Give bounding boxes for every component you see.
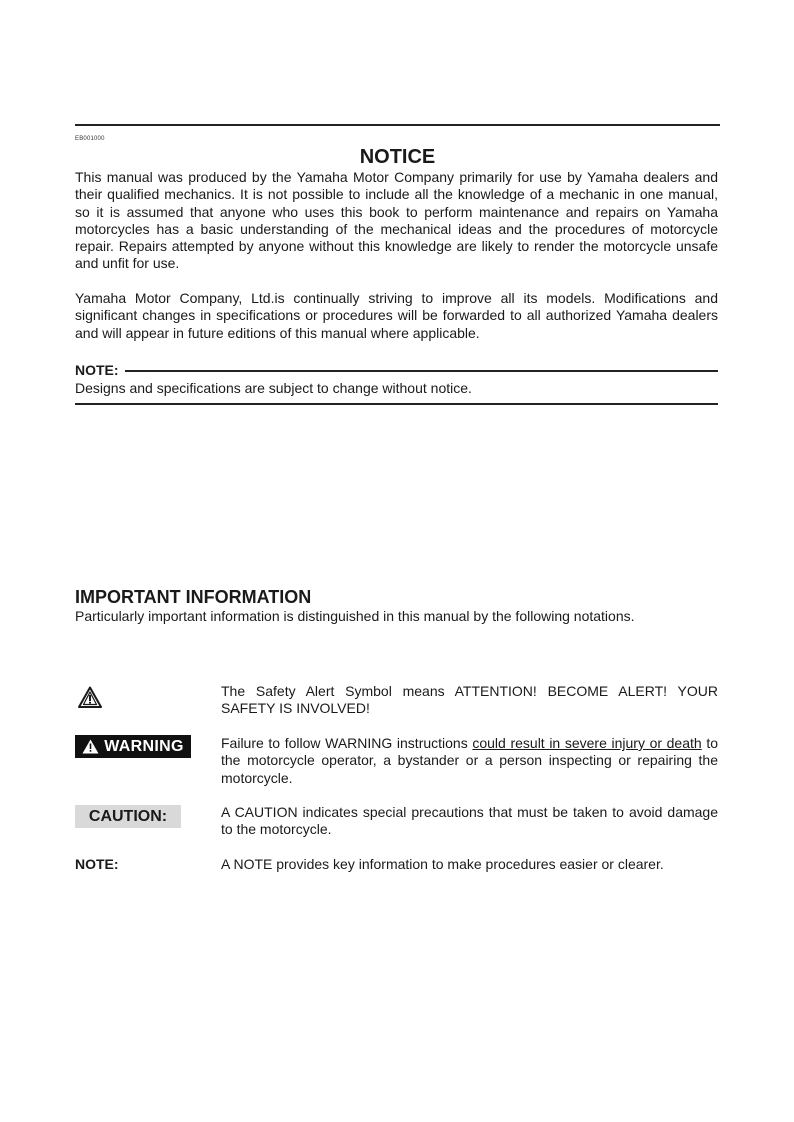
note-label: NOTE: <box>75 362 119 378</box>
important-title: IMPORTANT INFORMATION <box>75 587 312 607</box>
warning-label: WARNING <box>104 737 184 755</box>
warning-triangle-icon <box>82 739 99 754</box>
warning-desc-pre: Failure to follow WARNING instructions <box>221 735 473 751</box>
note-notation-description: A NOTE provides key information to make procedures easier or clearer. <box>221 856 664 872</box>
safety-alert-description: The Safety Alert Symbol means ATTENTION! BECOME ALERT! YOUR SAFETY IS INVOLVED! <box>221 683 718 717</box>
warning-triangle-icon <box>78 686 102 708</box>
warning-desc-underlined: could result in severe injury or death <box>472 735 702 751</box>
note-divider <box>125 370 718 372</box>
caution-description: A CAUTION indicates special precautions that must be taken to avoid damage to the motorcycle. <box>221 804 718 838</box>
note-text: Designs and specifications are subject to change without notice. <box>75 380 472 396</box>
warning-badge <box>75 735 191 758</box>
caution-badge <box>75 805 181 828</box>
warning-description <box>221 735 718 787</box>
caution-label: CAUTION: <box>88 807 168 825</box>
warning-desc-post: to the motorcycle operator, a bystander or a person inspecting or repairing the motorcycle. <box>221 735 718 786</box>
notice-paragraph-2: Yamaha Motor Company, Ltd.is continually striving to improve all its models. Modifications and significant changes in specifications or procedures will be forwarded to all authorized Yamaha dealers and will appear in future editions of this manual where applicable. <box>75 290 718 341</box>
top-divider <box>75 124 720 126</box>
notice-paragraph-1: This manual was produced by the Yamaha Motor Company primarily for use by Yamaha dealers and their qualified mechanics. It is not possible to include all the knowledge of a mechanic in one manual, so it is assumed that anyone who uses this book to perform maintenance and repairs on Yamaha motorcycles has a basic understanding of the mechanical ideas and the procedures of motorcycle repair. Repairs attempted by anyone without this knowledge are likely to render the motorcycle unsafe and unfit for use. <box>75 169 718 272</box>
document-code: EB001000 <box>75 136 105 142</box>
note-bottom-divider <box>75 403 718 405</box>
notice-title: NOTICE <box>359 146 436 168</box>
important-subtitle: Particularly important information is distinguished in this manual by the following notations. <box>75 608 635 624</box>
note-header <box>75 362 718 378</box>
note-notation-label: NOTE: <box>75 856 119 872</box>
